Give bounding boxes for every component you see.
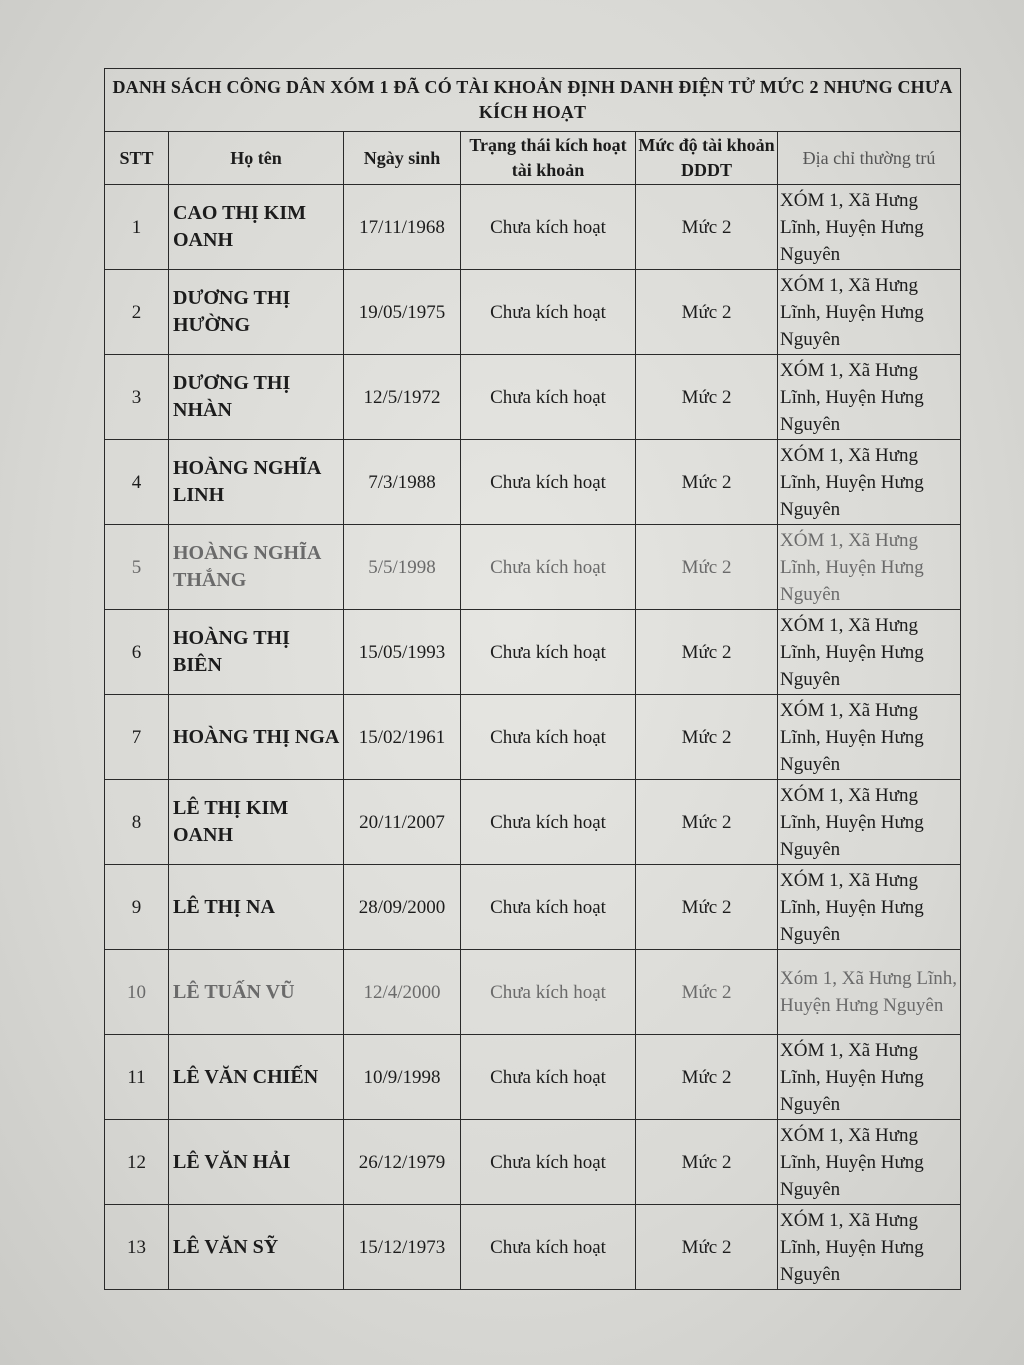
header-dob: Ngày sinh	[344, 132, 461, 185]
cell-dob: 19/05/1975	[344, 270, 461, 355]
table-row	[105, 270, 961, 355]
cell-level: Mức 2	[636, 865, 778, 950]
cell-dob: 20/11/2007	[344, 780, 461, 865]
cell-dob: 26/12/1979	[344, 1120, 461, 1205]
cell-address: XÓM 1, Xã Hưng Lĩnh, Huyện Hưng Nguyên	[778, 185, 961, 270]
citizen-list-table	[104, 68, 961, 1290]
header-stt: STT	[105, 132, 169, 185]
cell-level: Mức 2	[636, 355, 778, 440]
cell-dob: 10/9/1998	[344, 1035, 461, 1120]
cell-status: Chưa kích hoạt	[461, 1205, 636, 1290]
table-row	[105, 695, 961, 780]
cell-dob: 15/05/1993	[344, 610, 461, 695]
cell-dob: 17/11/1968	[344, 185, 461, 270]
cell-level: Mức 2	[636, 780, 778, 865]
cell-stt: 7	[105, 695, 169, 780]
cell-dob: 7/3/1988	[344, 440, 461, 525]
cell-status: Chưa kích hoạt	[461, 695, 636, 780]
cell-status: Chưa kích hoạt	[461, 440, 636, 525]
cell-stt: 8	[105, 780, 169, 865]
header-row	[105, 132, 961, 185]
cell-dob: 15/02/1961	[344, 695, 461, 780]
cell-address: XÓM 1, Xã Hưng Lĩnh, Huyện Hưng Nguyên	[778, 865, 961, 950]
cell-dob: 12/4/2000	[344, 950, 461, 1035]
cell-address: XÓM 1, Xã Hưng Lĩnh, Huyện Hưng Nguyên	[778, 695, 961, 780]
table-row	[105, 950, 961, 1035]
cell-level: Mức 2	[636, 270, 778, 355]
table-row	[105, 1205, 961, 1290]
cell-stt: 12	[105, 1120, 169, 1205]
cell-level: Mức 2	[636, 1035, 778, 1120]
cell-status: Chưa kích hoạt	[461, 1035, 636, 1120]
cell-stt: 3	[105, 355, 169, 440]
table-row	[105, 525, 961, 610]
cell-address: XÓM 1, Xã Hưng Lĩnh, Huyện Hưng Nguyên	[778, 525, 961, 610]
cell-stt: 5	[105, 525, 169, 610]
header-level: Mức độ tài khoản DDDT	[636, 132, 778, 185]
cell-name: HOÀNG THỊ BIÊN	[169, 610, 344, 695]
header-name: Họ tên	[169, 132, 344, 185]
cell-status: Chưa kích hoạt	[461, 950, 636, 1035]
cell-stt: 2	[105, 270, 169, 355]
cell-name: DƯƠNG THỊ NHÀN	[169, 355, 344, 440]
table-row	[105, 610, 961, 695]
cell-stt: 9	[105, 865, 169, 950]
cell-status: Chưa kích hoạt	[461, 270, 636, 355]
table-row	[105, 185, 961, 270]
cell-name: LÊ THỊ NA	[169, 865, 344, 950]
cell-status: Chưa kích hoạt	[461, 610, 636, 695]
cell-dob: 15/12/1973	[344, 1205, 461, 1290]
cell-name: CAO THỊ KIM OANH	[169, 185, 344, 270]
cell-status: Chưa kích hoạt	[461, 185, 636, 270]
cell-address: XÓM 1, Xã Hưng Lĩnh, Huyện Hưng Nguyên	[778, 1120, 961, 1205]
cell-address: XÓM 1, Xã Hưng Lĩnh, Huyện Hưng Nguyên	[778, 1205, 961, 1290]
cell-status: Chưa kích hoạt	[461, 865, 636, 950]
table-row	[105, 1120, 961, 1205]
cell-dob: 5/5/1998	[344, 525, 461, 610]
table-row	[105, 440, 961, 525]
cell-dob: 28/09/2000	[344, 865, 461, 950]
cell-level: Mức 2	[636, 185, 778, 270]
cell-name: LÊ VĂN HẢI	[169, 1120, 344, 1205]
cell-stt: 13	[105, 1205, 169, 1290]
cell-status: Chưa kích hoạt	[461, 355, 636, 440]
cell-stt: 11	[105, 1035, 169, 1120]
cell-address: XÓM 1, Xã Hưng Lĩnh, Huyện Hưng Nguyên	[778, 1035, 961, 1120]
table-row	[105, 780, 961, 865]
cell-stt: 1	[105, 185, 169, 270]
cell-address: XÓM 1, Xã Hưng Lĩnh, Huyện Hưng Nguyên	[778, 780, 961, 865]
cell-level: Mức 2	[636, 695, 778, 780]
cell-name: HOÀNG NGHĨA THẮNG	[169, 525, 344, 610]
cell-address: Xóm 1, Xã Hưng Lĩnh, Huyện Hưng Nguyên	[778, 950, 961, 1035]
cell-address: XÓM 1, Xã Hưng Lĩnh, Huyện Hưng Nguyên	[778, 610, 961, 695]
cell-address: XÓM 1, Xã Hưng Lĩnh, Huyện Hưng Nguyên	[778, 270, 961, 355]
cell-name: HOÀNG NGHĨA LINH	[169, 440, 344, 525]
cell-name: LÊ TUẤN VŨ	[169, 950, 344, 1035]
table-body	[105, 185, 961, 1290]
cell-level: Mức 2	[636, 610, 778, 695]
table-row	[105, 865, 961, 950]
cell-dob: 12/5/1972	[344, 355, 461, 440]
table-row	[105, 355, 961, 440]
cell-stt: 4	[105, 440, 169, 525]
cell-name: HOÀNG THỊ NGA	[169, 695, 344, 780]
cell-name: LÊ THỊ KIM OANH	[169, 780, 344, 865]
cell-level: Mức 2	[636, 950, 778, 1035]
cell-status: Chưa kích hoạt	[461, 780, 636, 865]
header-address: Địa chỉ thường trú	[778, 132, 961, 185]
table-title: DANH SÁCH CÔNG DÂN XÓM 1 ĐÃ CÓ TÀI KHOẢN ĐỊNH DANH ĐIỆN TỬ MỨC 2 NHƯNG CHƯA KÍCH HOẠT	[105, 69, 961, 132]
cell-address: XÓM 1, Xã Hưng Lĩnh, Huyện Hưng Nguyên	[778, 440, 961, 525]
cell-level: Mức 2	[636, 440, 778, 525]
cell-level: Mức 2	[636, 1205, 778, 1290]
cell-address: XÓM 1, Xã Hưng Lĩnh, Huyện Hưng Nguyên	[778, 355, 961, 440]
cell-status: Chưa kích hoạt	[461, 525, 636, 610]
cell-level: Mức 2	[636, 525, 778, 610]
cell-stt: 6	[105, 610, 169, 695]
cell-stt: 10	[105, 950, 169, 1035]
cell-level: Mức 2	[636, 1120, 778, 1205]
table-row	[105, 1035, 961, 1120]
cell-name: LÊ VĂN CHIẾN	[169, 1035, 344, 1120]
cell-status: Chưa kích hoạt	[461, 1120, 636, 1205]
cell-name: LÊ VĂN SỸ	[169, 1205, 344, 1290]
cell-name: DƯƠNG THỊ HƯỜNG	[169, 270, 344, 355]
header-status: Trạng thái kích hoạt tài khoản	[461, 132, 636, 185]
